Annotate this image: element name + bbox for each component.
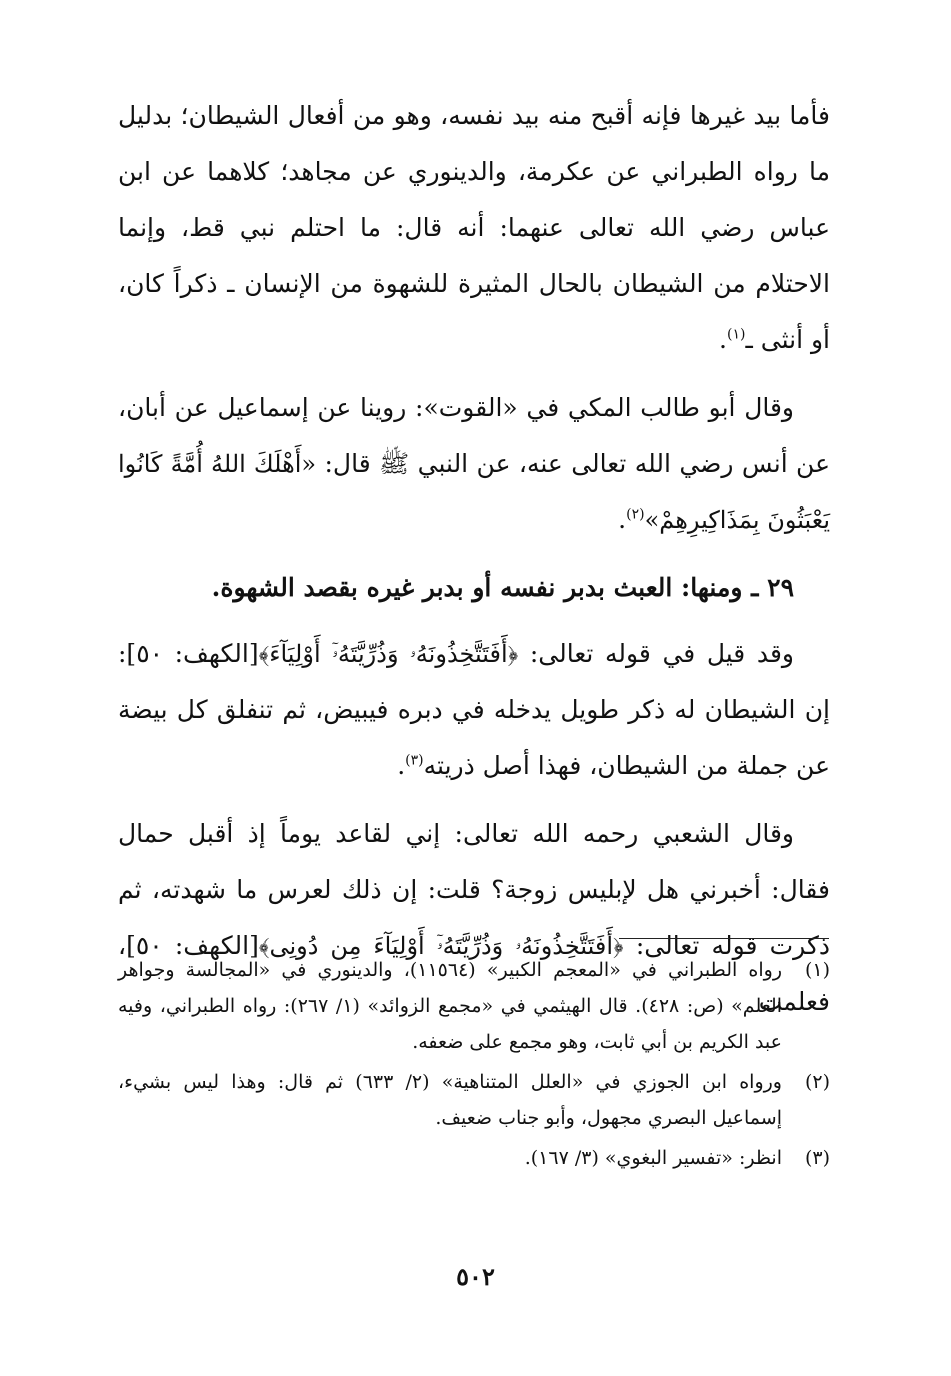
footnote-divider <box>619 938 829 939</box>
footnote-2 <box>118 1064 830 1136</box>
main-text <box>118 88 830 1042</box>
paragraph-4-end: [الكهف: ٥٠]، فعلمت <box>118 931 830 1016</box>
paragraph-2-end: . <box>618 505 627 534</box>
footnote-ref-1[interactable]: (١) <box>727 326 746 343</box>
quran-verse-1: ﴿أَفَتَتَّخِذُونَهُۥ وَذُرِّيَّتَهُۥٓ أَوْلِيَآءَ﴾ <box>258 640 519 668</box>
paragraph-2-text: وقال أبو طالب المكي في «القوت»: روينا عن إسماعيل عن أبان، عن أنس رضي الله تعالى عنه، عن النبي ﷺ قال: <box>118 393 831 478</box>
paragraph-1-text: فأما بيد غيرها فإنه أقبح منه بيد نفسه، وهو من أفعال الشيطان؛ بدليل ما رواه الطبراني عن عكرمة، والدينوري عن مجاهد؛ كلاهما عن ابن عباس رضي الله تعالى عنهما: أنه قال: ما احتلم نبي قط، وإنما الاحتلام من الشيطان بالحال المثيرة للشهوة من الإنسان ـ ذكراً كان، أو أنثى ـ <box>118 101 830 354</box>
paragraph-2 <box>118 380 830 548</box>
paragraph-3-end: . <box>397 751 406 780</box>
section-heading: ٢٩ ـ ومنها: العبث بدبر نفسه أو بدبر غيره بقصد الشهوة. <box>211 573 794 602</box>
footnote-3 <box>118 1140 830 1176</box>
footnote-1 <box>118 952 830 1060</box>
paragraph-3 <box>118 626 830 794</box>
hadith-quote: «أَهْلَكَ اللهُ أُمَّةً كَانُوا يَعْبَثُونَ بِمَذَاكِيرِهِمْ» <box>118 450 830 534</box>
paragraph-3-intro: وقد قيل في قوله تعالى: <box>518 639 794 668</box>
page-number: ٥٠٢ <box>456 1262 495 1291</box>
footnote-text: رواه الطبراني في «المعجم الكبير» (١١٥٦٤)، والدينوري في «المجالسة وجواهر العلم» (ص: ٤٢٨). قال الهيثمي في «مجمع الزوائد» (١/ ٢٦٧): رواه الطبراني، وفيه عبد الكريم بن أبي ثابت، وهو مجمع على ضعفه. <box>118 959 782 1053</box>
paragraph-4-text: وقال الشعبي رحمه الله تعالى: إني لقاعد يوماً إذ أقبل حمال فقال: أخبرني هل لإبليس زوجة؟ قلت: إن ذلك لعرس ما شهدته، ثم ذكرت قوله تعالى: <box>118 819 830 960</box>
footnote-text: ورواه ابن الجوزي في «العلل المتناهية» (٢/ ٦٣٣) ثم قال: وهذا ليس بشيء، إسماعيل البصري مجهول، وأبو جناب ضعيف. <box>118 1071 782 1129</box>
footnotes <box>118 952 830 1180</box>
paragraph-1-end: . <box>719 325 727 354</box>
paragraph-3-text: [الكهف: ٥٠]: إن الشيطان له ذكر طويل يدخله في دبره فيبيض، ثم تنفلق كل بيضة عن جملة من الشيطان، فهذا أصل ذريته <box>118 639 830 780</box>
quran-verse-2: ﴿أَفَتَتَّخِذُونَهُۥ وَذُرِّيَّتَهُۥٓ أَوْلِيَآءَ مِن دُونِى﴾ <box>258 932 624 960</box>
footnote-ref-2[interactable]: (٢) <box>626 506 645 523</box>
footnote-number: (١) <box>804 959 830 981</box>
footnote-number: (٣) <box>804 1147 830 1169</box>
footnote-number: (٢) <box>804 1071 830 1093</box>
paragraph-1 <box>118 88 830 368</box>
footnote-ref-3[interactable]: (٣) <box>405 752 424 769</box>
footnote-text: انظر: «تفسير البغوي» (٣/ ١٦٧). <box>524 1147 782 1169</box>
